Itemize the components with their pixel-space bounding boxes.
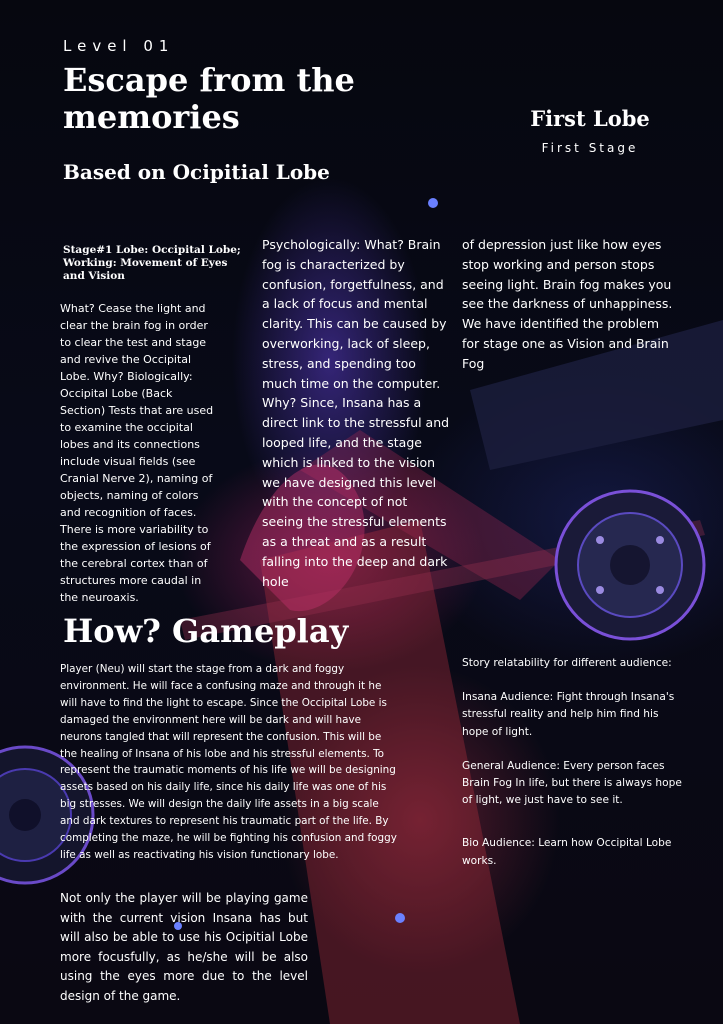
text-column-2: Psychologically: What? Brain fog is characterized by confusion, forgetfulness, and a lack of focus and mental clarity. This can be caused by overworking, lack of sleep, stress, and spending too much time on the computer. Why? Since, Insana has a direct link to the stressful and looped life, and the stage which is linked to the vision we have designed this level with the concept of not seeing the stressful elements as a threat and as a result falling into the deep and dark hole [262,237,450,589]
text-column-3: of depression just like how eyes stop working and person stops seeing light. Brain fog makes you see the darkness of unhappiness. We have identified the problem for stage one as Vision and Brain Fog [462,237,673,371]
glow-dot [428,198,438,208]
story-intro: Story relatability for different audience: [462,657,672,669]
vision-text: Not only the player will be playing game with the current vision Insana has but will also be able to use his Ocipitial Lobe more focusfully, as he/she will be also using the eyes more due to the level design of the game. [60,891,308,1003]
page-title: Escape from the memories [63,61,355,136]
gameplay-heading: How? Gameplay [63,612,349,650]
text-column-1: What? Cease the light and clear the brain fog in order to clear the test and stage and revive the Occipital Lobe. Why? Biologically: Occipital Lobe (Back Section) Tests that are used to examine the occipital lobes and its connections include visual fields (see Cranial Nerve 2), naming of objects, naming of colors and recognition of faces. There is more variability to the expression of lesions of the cerebral cortex than of structures more caudal in the neuroaxis. [60,302,214,604]
stage-label: First Stage [541,141,639,155]
story-general-audience: General Audience: Every person faces Brain Fog In life, but there is always hope of light, we just have to see it. [462,759,682,807]
story-relatability [462,655,687,870]
wheel-right [556,491,704,639]
stage-heading: Stage#1 Lobe: Occipital Lobe; Working: Movement of Eyes and Vision [63,244,241,282]
lobe-title: First Lobe [530,106,650,131]
page-subtitle: Based on Ocipitial Lobe [63,160,330,184]
level-label: Level 01 [63,37,175,55]
story-bio-audience: Bio Audience: Learn how Occipital Lobe works. [462,837,672,867]
gameplay-text: Player (Neu) will start the stage from a dark and foggy environment. He will face a confusing maze and through it he will have to find the light to escape. Since the Occipital Lobe is damaged the environment here will be dark and will have neurons tangled that will represent the confusion. This will be the healing of Insana of his lobe and his stressful elements. To represent the traumatic moments of his life we will be designing assets based on his daily life, since his daily life was one of his big stresses. We will design the daily life assets in a big scale and dark textures to represent his traumatic part of the life. By completing the maze, he will be fighting his confusion and foggy life as well as reactivating his vision functionary lobe. [60,663,397,861]
story-insana-audience: Insana Audience: Fight through Insana's stressful reality and help him find his hope of light. [462,691,675,738]
glow-dot [395,913,405,923]
